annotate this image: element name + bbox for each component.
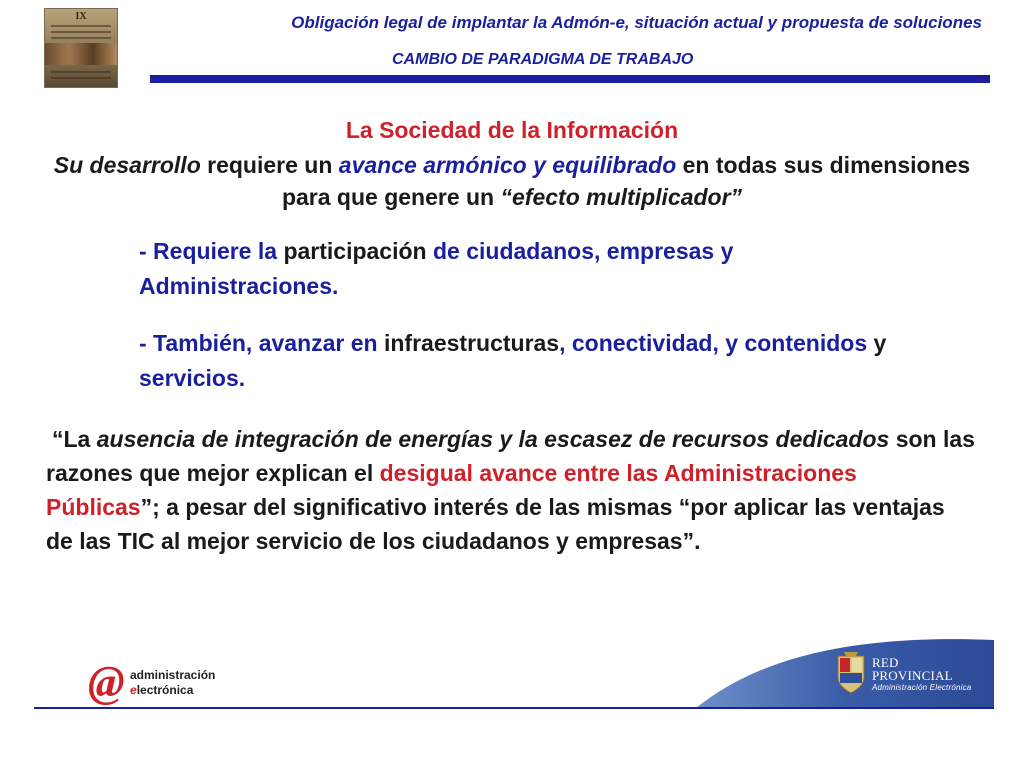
header-subtitle: CAMBIO DE PARADIGMA DE TRABAJO [392, 51, 694, 68]
quote-part: desigual avance entre las Administraciones Públicas [46, 460, 857, 521]
quote-paragraph [46, 422, 976, 558]
bullet-part: - Requiere la [139, 238, 284, 264]
admin-electronica-logo-text [130, 668, 215, 698]
intro-part: Su desarrollo [53, 152, 201, 178]
intro-part: “efecto multiplicador” [500, 183, 743, 210]
bullet-part: , conectividad, y contenidos [559, 330, 874, 356]
bullet-part: de ciudadanos, empresas y Administraciones. [139, 238, 734, 299]
admin-electronica-logo-icon: @ [88, 657, 125, 706]
network-name: RED [872, 655, 899, 670]
bullet-part: infraestructuras [383, 330, 560, 356]
coat-of-arms-icon [836, 652, 866, 694]
bullet-part: - También, avanzar en [139, 330, 384, 356]
bullet-participation [139, 234, 909, 303]
page-title: La Sociedad de la Información [345, 117, 679, 143]
red-provincial-logo-text [872, 656, 971, 693]
book-number: IX [75, 11, 87, 22]
intro-paragraph [50, 150, 974, 213]
intro-part: requiere un [200, 152, 339, 178]
bullet-part: participación [283, 238, 427, 264]
quote-part: “La [52, 426, 97, 452]
logo-line: administración [130, 668, 216, 682]
footer-divider [34, 707, 994, 709]
logo-line: lectrónica [136, 683, 194, 697]
quote-part: ”; a pesar del significativo interés de las mismas “por aplicar las ventajas de las TIC al mejor servicio de los ciudadanos y empresas”. [46, 494, 945, 555]
intro-part: avance armónico y equilibrado [338, 152, 677, 178]
intro-part: en todas sus dimensiones para que genere un [281, 152, 971, 210]
bullet-part: servicios. [139, 364, 246, 391]
bullet-part: y [873, 330, 887, 356]
network-subtitle: Administración Electrónica [872, 683, 972, 692]
header-title: Obligación legal de implantar la Admón-e, situación actual y propuesta de soluciones [291, 13, 982, 32]
header-divider [150, 75, 990, 83]
logo-line: e [130, 683, 137, 697]
quote-part: son las razones que mejor explican el [46, 426, 975, 487]
network-name: PROVINCIAL [872, 668, 953, 683]
quote-part: ausencia de integración de energías y la escasez de recursos dedicados [96, 426, 890, 452]
bullet-infrastructure [139, 326, 909, 395]
